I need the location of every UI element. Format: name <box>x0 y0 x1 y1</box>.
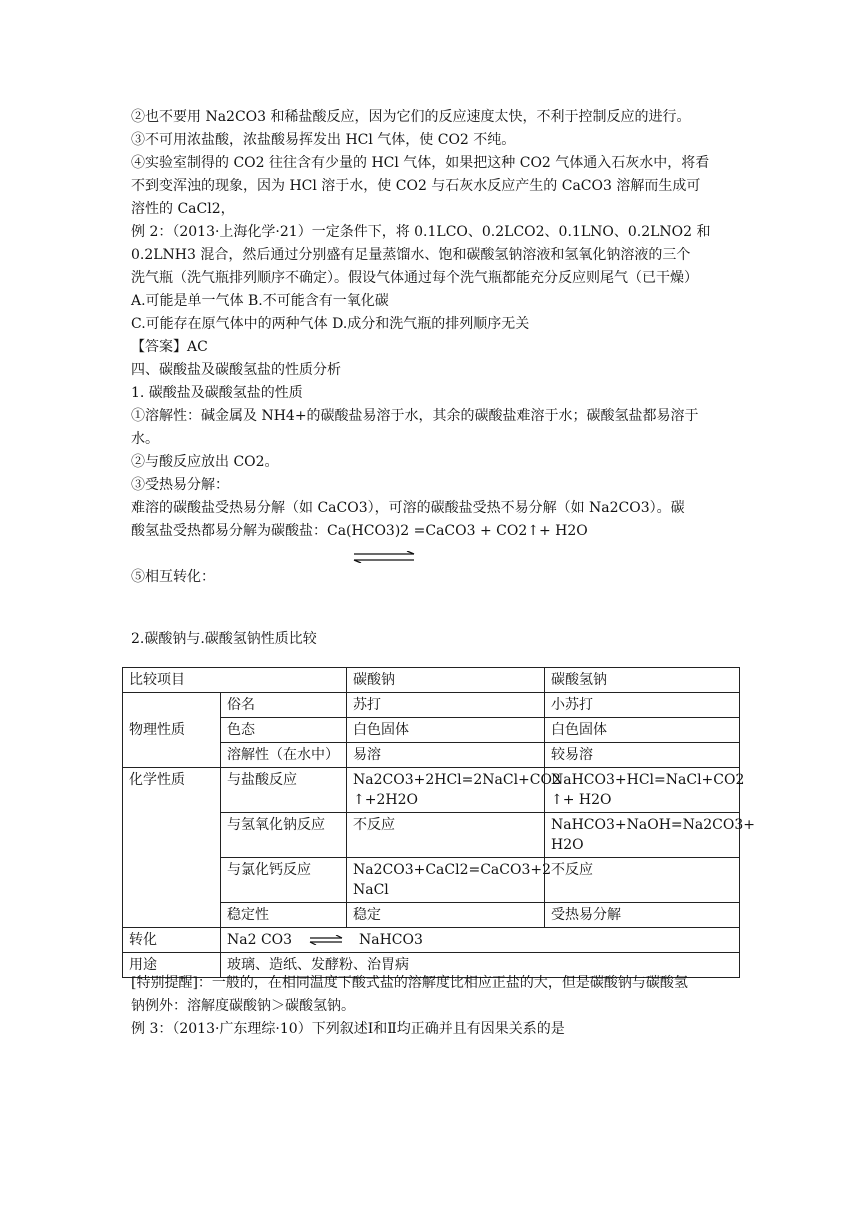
table-cell: 色态 <box>221 718 347 743</box>
table-cell: 不反应 <box>347 813 545 858</box>
table-row <box>123 693 740 718</box>
table-cell: Na2CO3+2HCl=2NaCl+CO2 ↑+2H2O <box>347 768 545 813</box>
table-row <box>123 743 740 768</box>
option-c-d: C.可能存在原气体中的两种气体 D.成分和洗气瓶的排列顺序无关 <box>131 316 530 332</box>
table-cell: 较易溶 <box>545 743 740 768</box>
table-cell: 小苏打 <box>545 693 740 718</box>
table-header-row <box>123 668 740 693</box>
table-cell: 白色固体 <box>545 718 740 743</box>
table-cell: 与氯化钙反应 <box>221 858 347 903</box>
text-line: ④实验室制得的 CO2 往往含有少量的 HCl 气体，如果把这种 CO2 气体通入石灰水中，将看 <box>131 155 710 171</box>
table-cell: NaHCO3+NaOH=Na2CO3+ H2O <box>545 813 740 858</box>
table-cell: 俗名 <box>221 693 347 718</box>
mutual-conversion-label: ⑤相互转化： <box>131 569 215 585</box>
text-line: 难溶的碳酸盐受热易分解（如 CaCO3），可溶的碳酸盐受热不易分解（如 Na2CO3）。碳 <box>131 500 685 516</box>
physical-properties-label: 物理性质 <box>123 718 221 743</box>
table-header-cell: 碳酸氢钠 <box>545 668 740 693</box>
table-cell: 稳定 <box>347 903 545 928</box>
subsection-heading: 1. 碳酸盐及碳酸氢盐的性质 <box>131 385 303 401</box>
table-cell: 稳定性 <box>221 903 347 928</box>
text-line: ②也不要用 Na2CO3 和稀盐酸反应，因为它们的反应速度太快，不利于控制反应的进行。 <box>131 109 691 125</box>
answer: 【答案】AC <box>131 339 208 355</box>
table-cell: 不反应 <box>545 858 740 903</box>
table-cell: Na2CO3+CaCl2=CaCO3+2 NaCl <box>347 858 545 903</box>
text-line: 0.2LNH3 混合，然后通过分别盛有足量蒸馏水、饱和碳酸氢钠溶液和氢氧化钠溶液的三个 <box>131 247 691 263</box>
text-line: ③不可用浓盐酸，浓盐酸易挥发出 HCl 气体，使 CO2 不纯。 <box>131 132 516 148</box>
text-line: 钠例外：溶解度碳酸钠＞碳酸氢钠。 <box>131 998 355 1014</box>
usage-label: 用途 <box>123 953 221 978</box>
section-heading: 四、碳酸盐及碳酸氢盐的性质分析 <box>131 362 341 378</box>
table-row <box>123 718 740 743</box>
table-row <box>123 768 740 813</box>
table-header-cell: 比较项目 <box>123 668 347 693</box>
example-2-question: 例 2：（2013·上海化学·21）一定条件下，将 0.1LCO、0.2LCO2、0.1LNO、0.2LNO2 和 <box>131 224 711 240</box>
text-line: 水。 <box>131 431 159 447</box>
table-cell: 与盐酸反应 <box>221 768 347 813</box>
text-line: ①溶解性：碱金属及 NH4+的碳酸盐易溶于水，其余的碳酸盐难溶于水；碳酸氢盐都易溶于 <box>131 408 699 424</box>
table-cell: 易溶 <box>347 743 545 768</box>
table-cell: 苏打 <box>347 693 545 718</box>
transform-left: Na2 CO3 <box>227 932 293 948</box>
decomposition-equation: 酸氢盐受热都易分解为碳酸盐：Ca(HCO3)2 =CaCO3 + CO2↑+ H2O <box>131 523 588 539</box>
table-cell: NaHCO3+HCl=NaCl+CO2 ↑+ H2O <box>545 768 740 813</box>
text-line: 不到变浑浊的现象，因为 HCl 溶于水，使 CO2 与石灰水反应产生的 CaCO3 溶解而生成可 <box>131 178 701 194</box>
table-cell: 溶解性（在水中） <box>221 743 347 768</box>
text-line: 洗气瓶（洗气瓶排列顺序不确定）。假设气体通过每个洗气瓶都能充分反应则尾气（已干燥） <box>131 270 698 286</box>
example-3-question: 例 3：（2013·广东理综·10）下列叙述Ⅰ和Ⅱ均正确并且有因果关系的是 <box>131 1021 565 1037</box>
transform-right: NaHCO3 <box>358 932 423 948</box>
table-cell: 与氢氧化钠反应 <box>221 813 347 858</box>
text-line: ②与酸反应放出 CO2。 <box>131 454 279 470</box>
equilibrium-arrow-icon <box>352 551 416 563</box>
comparison-heading: 2.碳酸钠与.碳酸氢钠性质比较 <box>131 631 317 647</box>
usage-value: 玻璃、造纸、发酵粉、治胃病 <box>221 953 740 978</box>
chemical-properties-label: 化学性质 <box>123 768 221 928</box>
equilibrium-arrow-icon <box>309 935 343 945</box>
transform-cell <box>221 928 740 953</box>
table-cell: 白色固体 <box>347 718 545 743</box>
table-row <box>123 928 740 953</box>
text-line: ③受热易分解： <box>131 477 229 493</box>
comparison-table <box>122 667 755 978</box>
option-a-b: A.可能是单一气体 B.不可能含有一氧化碳 <box>131 293 389 309</box>
special-note: [特别提醒]：一般的，在相同温度下酸式盐的溶解度比相应正盐的大，但是碳酸钠与碳酸氢 <box>131 975 688 991</box>
table-header-cell: 碳酸钠 <box>347 668 545 693</box>
text-line: 溶性的 CaCl2， <box>131 201 235 217</box>
transform-label: 转化 <box>123 928 221 953</box>
table-cell: 受热易分解 <box>545 903 740 928</box>
